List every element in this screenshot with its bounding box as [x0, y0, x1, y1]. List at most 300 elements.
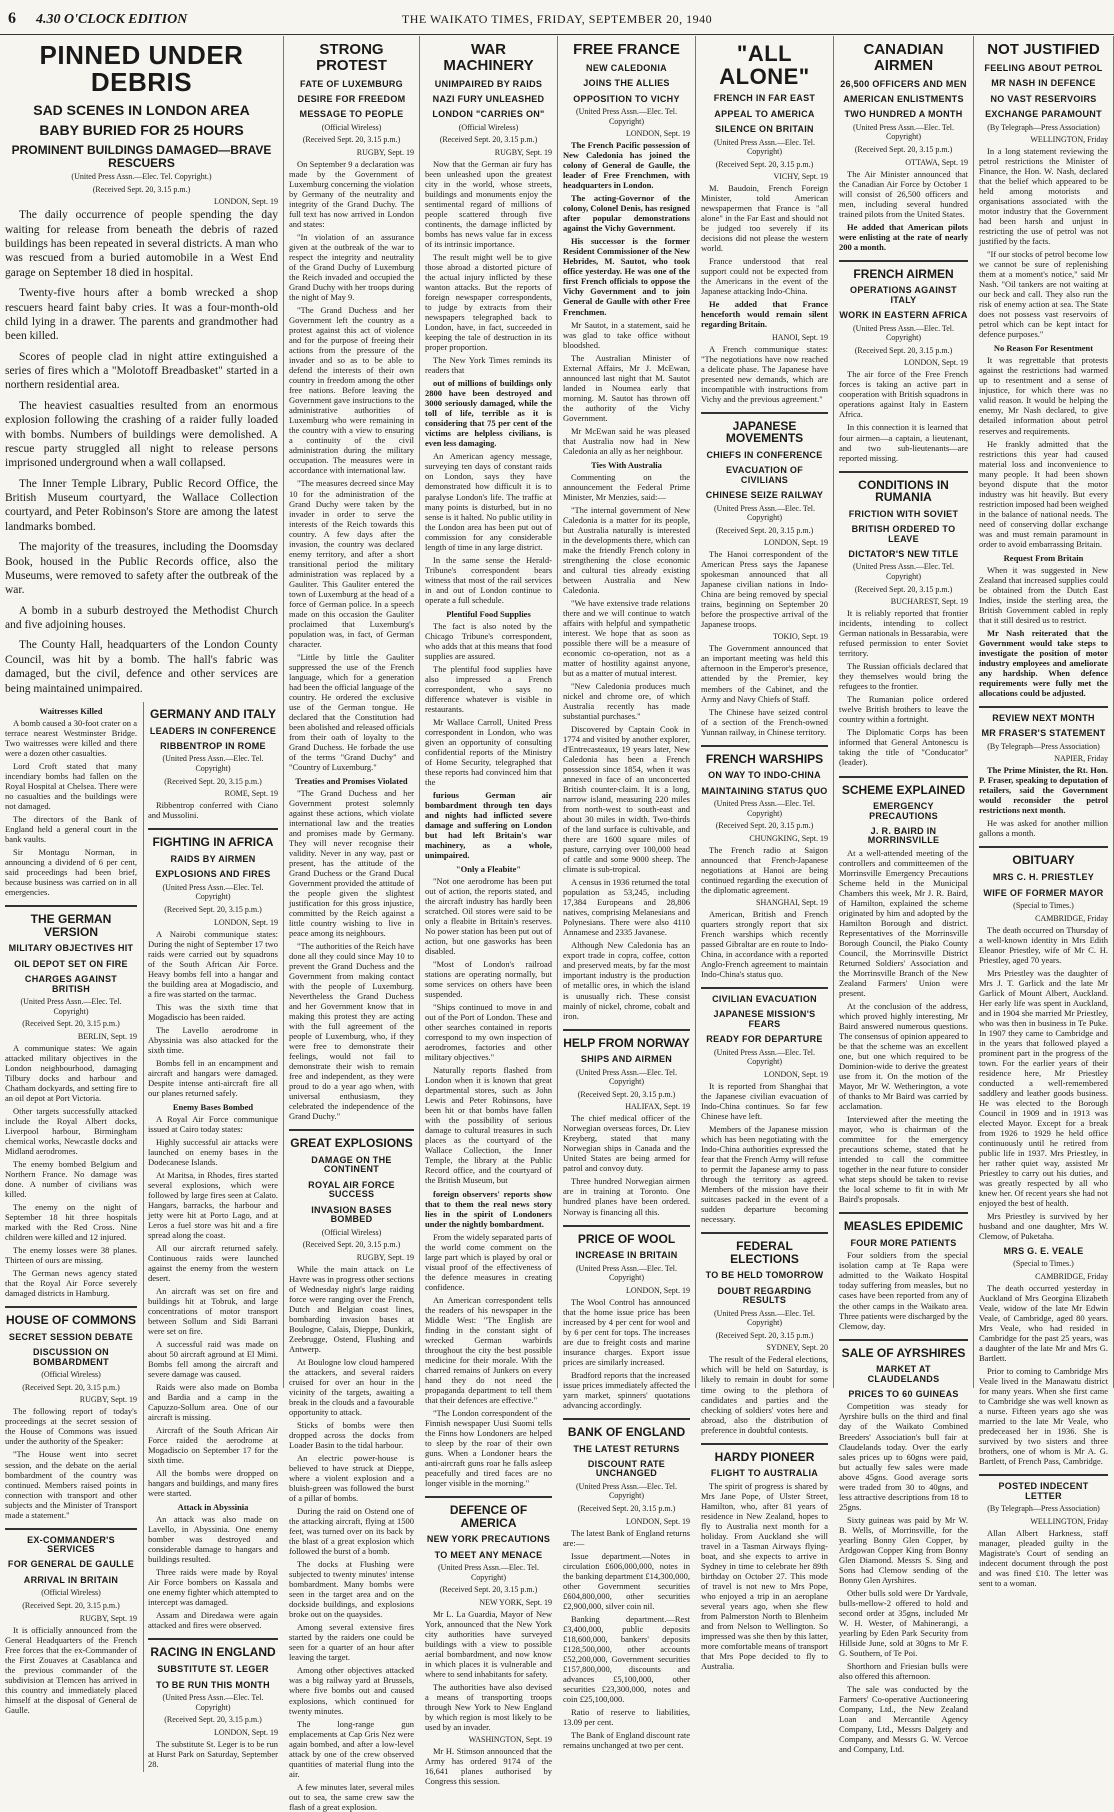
paragraph-bold: His successor is the former Resident Commissioner of the New Hebrides, M. Sautot, who took office yesterday. He was one of the first French officials to oppose the Vichy Government and to join General de Gaulle with other Free Frenchmen.	[563, 236, 690, 317]
paragraph: When it was suggested in New Zealand that increased supplies could be obtained from the Dutch East Indies, inside the sterling area, the British Government cabled in reply that it still desired us to restrict.	[979, 564, 1108, 625]
subheadline: APPEAL TO AMERICA	[714, 108, 815, 119]
paragraph: A few minutes later, several miles out to sea, the same crew saw the flash of a great explosion.	[289, 1781, 414, 1812]
subheadline: BABY BURIED FOR 25 HOURS	[39, 122, 244, 139]
paragraph: The sale was conducted by the Farmers' Co-operative Auctioneering Company, Ltd., the New Zealand Loan and Mercantile Agency Company, Ltd., Messrs Dalgety and Company, and Messrs G. W. Vercoe and Company, Ltd.	[839, 1683, 968, 1754]
dateline: NAPIER, Friday	[1054, 754, 1108, 764]
headline: STRONG PROTEST	[316, 41, 387, 74]
subheadline: LONDON "CARRIES ON"	[432, 109, 545, 120]
paragraph: An attack was also made on Lavello, in Abyssinia. One enemy bomber was destroyed and considerable damage to hangars and buildings resulted.	[147, 1514, 278, 1565]
headline: FEDERAL ELECTIONS	[730, 1239, 799, 1266]
received-line: (Received Sept. 20, 3.15 p.m.)	[854, 145, 953, 154]
paragraph: A Nairobi communique states: During the night of September 17 two raids were carried out by squadrons of the South African Air Force. Heavy bombs fell into a hangar and the building area at Mogadiscio, and a fire was started on the tarmac.	[147, 928, 278, 999]
subheadline: INCREASE IN BRITAIN	[575, 1250, 678, 1261]
paragraph: The plentiful food supplies have also impressed a French correspondent, who says no difference whatever is visible in restaurants.	[425, 663, 552, 714]
subheadline: NO VAST RESERVOIRS	[990, 93, 1097, 104]
subheadline: DOUBT REGARDING RESULTS	[717, 1285, 812, 1306]
paragraph: On September 9 a declaration was made by the Government of Luxemburg concerning the violation by Germany of the neutrality and integrity of the Grand Duchy. The full text has now arrived in London and states:	[289, 159, 414, 230]
subheadline: SILENCE ON BRITAIN	[715, 124, 814, 135]
paragraph: The Lavello aerodrome in Abyssinia was also attacked for the sixth time.	[147, 1024, 278, 1055]
subheadline: DISCOUNT RATE UNCHANGED	[587, 1458, 666, 1479]
paragraph: Naturally reports flashed from London when it is known that great departmental stores, such as John Lewis and Peter Robinsons, have been hit or that bombs have fallen with the possibility of serious damage to cultural treasures in such places as the courtyard of the Wallace Collection, the Inner Temple, the library at the Public Record office, and the courtyard of the British Museum, but	[425, 1065, 552, 1186]
subheadline: READY FOR DEPARTURE	[706, 1034, 823, 1045]
paragraph-bold: The Prime Minister, the Rt. Hon. P. Fraser, speaking to deputation of retailers, said the Government would reconsider the petrol restrictions next month.	[979, 765, 1108, 816]
paragraph: The enemy bombed Belgium and Northern France. No damage was done. A number of civilians was killed.	[5, 1159, 137, 1200]
subheadline: BRITISH ORDERED TO LEAVE	[851, 524, 956, 544]
paragraph: The substitute St. Leger is to be run at Hurst Park on Saturday, September 28.	[147, 1738, 278, 1769]
subheadline: CHIEFS IN CONFERENCE	[706, 449, 823, 460]
credit-line: (United Press Assn.—Elec. Tel. Copyright)	[437, 1563, 540, 1582]
page-number: 6	[8, 10, 16, 27]
paragraph: Other bulls sold were Dr Yardvale, bulls-mellow-2 offered to hold and second order at 35gns, included Mr W. H. Wester, of Mahinerangi, a yearling by Eden Park Security from Hillside June, sold at 30gns to Mr F. G. Southern, of Te Poi.	[839, 1587, 968, 1658]
paragraph: An aircraft was set on fire and buildings hit at Tobruk, and large concentrations of motor transport between Sollum and Sidi Barrani were set on fire.	[147, 1286, 278, 1337]
paragraph: The Bank of England discount rate remains unchanged at two per cent.	[563, 1729, 690, 1750]
dateline: LONDON, Sept. 19	[626, 1285, 690, 1295]
paragraph: "Ships continued to move in and out of the Port of London. These and other searches contained in reports correspond to my own inspection of aerodromes, factories and other military objectives."	[425, 1002, 552, 1063]
paragraph: Lord Croft stated that many incendiary bombs had fallen on the Royal Hospital at Chelsea. There were no casualties and the buildings were not damaged.	[5, 761, 137, 812]
paragraph: The enemy losses were 38 planes. Thirteen of ours are missing.	[5, 1245, 137, 1266]
paragraph: "The Grand Duchess and her Government left the country as a protest against this act of violence and for the purpose of freeing their actions from the pressure of the invader and so as to be able to defend the interests of their own country in freedom among the other free nations. Before leaving the Government gave instructions to the administrative authorities of Luxemburg who were remaining in the country with a view to ensuring a continuity of the civil administration during the military occupation. The measures were in accordance with international law.	[289, 305, 414, 476]
paragraph: Highly successful air attacks were launched on enemy bases in the Dodecanese Islands.	[147, 1136, 278, 1167]
subheadline: PROMINENT BUILDINGS DAMAGED—BRAVE RESCUERS	[11, 142, 272, 170]
paragraph: It is reliably reported that frontier incidents, intending to collect German nationals in Bessarabia, were refused permission to enter Soviet territory.	[839, 608, 968, 659]
received-line: (Received Sept. 20, 3.15 p.m.)	[854, 345, 953, 355]
received-line: (Received Sept. 20, 3.15 p.m.)	[22, 1382, 120, 1392]
paragraph: Sticks of bombs were then dropped across the docks from Loader Basin to the tidal harbour.	[289, 1420, 414, 1451]
paragraph: Ratio of reserve to liabilities, 13.09 per cent.	[563, 1706, 690, 1727]
paragraph-bold: He added that American pilots were enlisting at the rate of nearly 200 a month.	[839, 221, 968, 252]
credit-line: (Official Wireless)	[458, 122, 519, 132]
headline: MEASLES EPIDEMIC	[843, 1219, 964, 1234]
dateline: SYDNEY, Sept. 20	[766, 1343, 828, 1353]
subheadline: ON WAY TO INDO-CHINA	[708, 770, 821, 781]
newspaper-title: THE WAIKATO TIMES, FRIDAY, SEPTEMBER 20, 1940	[401, 12, 713, 26]
paragraph: "New Caledonia produces much nickel and chrome ore, of which Australia recently has made substantial purchases."	[563, 681, 690, 722]
dateline: TOKIO, Sept. 19	[773, 632, 828, 642]
paragraph: From the widely separated parts of the world come comment on the large part which is played by oral or visual proof of the effectiveness of the defence measures in creating confidence.	[425, 1231, 552, 1292]
paragraph: The daily occurrence of people spending the day waiting for release from beneath the debris of razed buildings has been repeated in several districts. A man who was rescued from a buried automobile in a West End garage on September 18 died in hospital.	[5, 209, 278, 279]
headline: DEFENCE OF AMERICA	[449, 1502, 528, 1530]
paragraph: The Air Minister announced that the Canadian Air Force by October 1 will consist of 26,500 officers and men, including several hundred trained pilots from the United States.	[839, 168, 968, 219]
paragraph: The spirit of progress is shared by Mrs Jane Pope, of Ulster Street, Hamilton, who, after 81 years of residence in New Zealand, hopes to fly to Australia next month for a holiday. From Auckland she will travel in a Tasman Airways flying-boat, and she expects to arrive in Sydney in time to celebrate her 89th birthday on October 27. This mode of travel is not new to Mrs Pope, who enjoyed a trip in an aeroplane several years ago, when she flew from Palmerston North to Blenheim and from Nelson to Wellington. So impressed was she then by this latter, more comfortable means of transport that Mrs Pope decided to fly to Australia.	[701, 1480, 828, 1671]
subheadline: JOINS THE ALLIES	[583, 78, 670, 89]
subheadline: EMERGENCY PRECAUTIONS	[869, 801, 938, 821]
paragraph: "The House went into secret session, and the debate on the aerial bombardment of the country was continued. Members raised points in connection with transport and other subjects and the Minister of Transport made a statement."	[5, 1449, 137, 1520]
subheadline: EVACUATION OF CIVILIANS	[725, 465, 804, 485]
paragraph: An American agency message, surveying ten days of constant raids on London, says they have demonstrated how difficult it is to paralyse London's life. The traffic at many points is disturbed, but in no sense is it halted. No public utility in the London area has been put out of commission for any considerable length of time in any large district.	[425, 451, 552, 552]
paragraph: "Most of London's railroad stations are operating normally, but some services on others have been suspended.	[425, 959, 552, 1000]
subheadline: MR FRASER'S STATEMENT	[981, 728, 1106, 739]
headline: NOT JUSTIFIED	[987, 41, 1100, 58]
paragraph: The Diplomatic Corps has been informed that General Antonescu is taking the title of "Conducator" (leader).	[839, 727, 968, 768]
paragraph: Three raids were made by Royal Air Force bombers on Kassala and one enemy fighter which attempted to intercept was damaged.	[147, 1567, 278, 1608]
dateline: RUGBY, Sept. 19	[79, 1395, 137, 1405]
paragraph: Now that the German air fury has been unleashed upon the greatest city in the world, whose streets, buildings and monuments enjoy the sentimental regard of millions of people scattered through five continents, the damage inflicted by bombs has news value far in excess of its intrinsic importance.	[425, 159, 552, 250]
received-line: (Received Sept. 20, 3.15 p.m.)	[439, 135, 538, 145]
credit-line: (United Press Assn.—Elec. Tel. Copyright)	[575, 1067, 678, 1087]
subheadline: SAD SCENES IN LONDON AREA	[33, 101, 250, 118]
section-subhead: Ties With Australia	[591, 459, 662, 470]
paragraph: "Not one aerodrome has been put out of action, the reports stated, and the aircraft industry has hardly been scratched. Oil stores were said to be only a fleabite in Britain's reserves. No power station has been put out of action, but one gasworks has been disabled.	[425, 876, 552, 957]
headline: FIGHTING IN AFRICA	[152, 835, 274, 850]
received-line: (Received Sept. 20, 3.15 p.m.)	[854, 584, 953, 594]
paragraph: The death occurred yesterday in Auckland of Mrs Georgina Elizabeth Veale, widow of the late Mr Edwin Veale, of Cambridge, aged 80 years. Mrs Veale, who had resided in Cambridge for the past 25 years, was a daughter of the late Mr and Mrs G. Bartlett.	[979, 1283, 1108, 1364]
section-subhead: Enemy Bases Bombed	[172, 1101, 254, 1112]
credit-line: (United Press Assn.—Elec. Tel. Copyright)	[20, 997, 122, 1016]
subheadline: MARKET AT CLAUDELANDS	[867, 1364, 940, 1384]
section-subhead: Request From Britain	[1003, 552, 1084, 563]
dateline: BERLIN, Sept. 19	[77, 1031, 137, 1041]
paragraph: The Chinese have seized control of a section of the French-owned Yunnan railway, in Chinese territory.	[701, 706, 828, 737]
column-4	[558, 36, 696, 1750]
paragraph: The enemy on the night of September 18 hit three hospitals marked with the Red Cross. Nine children were killed and 12 injured.	[5, 1202, 137, 1243]
headline: SCHEME EXPLAINED	[841, 782, 966, 797]
subheadline: FRENCH IN FAR EAST	[713, 93, 816, 104]
paragraph: In a long statement reviewing the petrol restrictions the Minister of Finance, the Hon. W. Nash, declared that the belief which appeared to be held among motorists and organisations associated with the motor industry that the Government had been harsh and unjust in restricting the use of petrol was not justified by the facts.	[979, 146, 1108, 247]
subheadline: SUBSTITUTE ST. LEGER	[157, 1664, 269, 1675]
subheadline: SECRET SESSION DEBATE	[8, 1331, 134, 1342]
paragraph: Prior to coming to Cambridge Mrs Veale lived in the Manawatu district for many years. When she first came to Cambridge she was well known as a nurse. Fifteen years ago she was married to the late Mr Veale, who predeceased her in 1936. She is survived by two sisters and three brothers, one of whom is Mr A. G. Bartlett, of French Pass, Cambridge.	[979, 1366, 1108, 1467]
headline: GREAT EXPLOSIONS	[290, 1136, 413, 1151]
paragraph: While the main attack on Le Havre was in progress other sections of Wednesday night's large raiding force were ranging over the French, Dutch and Belgian coast lines, bombarding invasion bases at Boulogne, Calais, Dieppe, Dunkirk, Zeebrugge, Ostend, Flushing and Antwerp.	[289, 1263, 414, 1354]
headline: GERMANY AND ITALY	[149, 706, 276, 721]
paragraph: The Russian officials declared that they themselves would bring the refugees to the frontier.	[839, 661, 968, 692]
paragraph: "The authorities of the Reich have done all they could since May 10 to prevent the Grand Duchess and the Government from making contact with the people of Luxemburg. Nevertheless the Grand Duchess and her Government know that in making this protest they are acting with the full agreement of the people of Luxemburg, who, if they were free to demonstrate their feelings, would not fail to demonstrate their wish to remain free and independent, as they were proud to do a year ago when, with universal enthusiasm, they celebrated the independence of the Grand Duchy."	[289, 941, 414, 1122]
section-subhead: Treaties and Promises Violated	[295, 775, 408, 786]
paragraph: The German news agency stated that the Royal Air Force severely damaged districts in Hamburg.	[5, 1268, 137, 1299]
paragraph: The Australian Minister of External Affairs, Mr J. McEwan, announced last night that M. Sautot landed in Noumea early that morning. M. Sautot has thrown off the authority of the Vichy Government.	[563, 352, 690, 423]
paragraph: All the bombs were dropped on hangars and buildings, and many fires were started.	[147, 1468, 278, 1499]
paragraph: "Little by little the Gauliter suppressed the use of the French language, which for a generation had been the official language of the country. He ordered the exclusive use of the German tongue. He declared that the Constitution had been abolished and released officials from their oath of loyalty to the Grand Duchess. He forbade the use of the terms "Grand Duchy" and "Country of Luxemburg."	[289, 651, 414, 772]
section-subhead: No Reason For Resentment	[993, 343, 1094, 354]
paragraph: The directors of the Bank of England held a general court in the bank vaults.	[5, 814, 137, 845]
subheadline: FOUR MORE PATIENTS	[850, 1237, 957, 1248]
credit-line: (United Press Assn.—Elec. Tel. Copyright)	[713, 1308, 816, 1328]
paragraph-bold: out of millions of buildings only 2800 have been destroyed and 3000 seriously damaged, while the toll of life, terrible as it is considering that 75 per cent of the victims are helpless civilians, is even less damaging.	[425, 378, 552, 449]
credit-line: (By Telegraph—Press Association)	[987, 1504, 1100, 1514]
section-subhead: Attack in Abyssinia	[177, 1502, 249, 1513]
dateline: WASHINGTON, Sept. 19	[468, 1734, 552, 1744]
dateline: ROME, Sept. 19	[224, 789, 278, 799]
paragraph: The French radio at Saigon announced that French-Japanese negotiations at Hanoi are being continued regarding the execution of the diplomatic agreement.	[701, 844, 828, 895]
credit-line: (By Telegraph—Press Association)	[987, 741, 1100, 751]
dateline: CAMBRIDGE, Friday	[1035, 1272, 1108, 1282]
paragraph: Although New Caledonia has an export trade in copra, coffee, cotton and preserved meats, by far the most important industry is the production of metallic ores, in which the island is unusually rich. These consist mainly of nickel, chrome, cobalt and iron.	[563, 940, 690, 1021]
paragraph: A French communique states: "The negotiations have now reached a delicate phase. The Japanese have presented new demands, which are incompatible with instructions from Vichy and the previous agreement."	[701, 343, 828, 404]
headline: FRENCH WARSHIPS	[705, 751, 824, 766]
paragraph: Commenting on the announcement the Federal Prime Minister, Mr Menzies, said:—	[563, 471, 690, 502]
dateline: RUGBY, Sept. 19	[79, 1613, 137, 1623]
paragraph: Issue department.—Notes in circulation £606,000,000, notes in the banking department £14,300,000, other Government securities £604,800,000, other securities £2,900,000, silver coin nil.	[563, 1550, 691, 1611]
dateline: LONDON, Sept. 19	[626, 129, 690, 139]
subheadline: NEW CALEDONIA	[586, 62, 667, 73]
paragraph: All our aircraft returned safely. Continuous raids were launched against the enemy from the western desert.	[147, 1242, 278, 1283]
paragraph: The Rumanian police ordered twelve British brothers to leave the country within a fortnight.	[839, 694, 968, 725]
paragraph: "The Grand Duchess and her Government protest solemnly against these actions, which violate international law and the treaties and promises made by Germany. They will never recognise their validity. Never in any way, past or present, has the attitude of the Grand Duchess or the Grand Ducal Government provided the attitude of the people given the slightest justification for this gross injustice, committed by the Reich against a little country wishing to live in peace among its neighbours.	[289, 787, 414, 939]
dateline: VICHY, Sept. 19	[773, 172, 828, 182]
paragraph: Competition was steady for Ayrshire bulls on the third and final day of the Waikato Combined Breeders' Association's bull fair at Claudelands today. Over the early sales prices up to 60gns were paid, but actually few sales were made above 45gns. Good average sorts were traded from 30 to 40gns, and less attractive descriptions from 18 to 25gns.	[839, 1401, 968, 1512]
headline: HARDY PIONEER	[714, 1449, 815, 1464]
credit-line: (United Press Assn.—Elec. Tel. Copyright)	[575, 1481, 678, 1501]
paragraph: Banking department.—Rest £3,400,000, public deposits £18,600,000, bankers' deposits £128,500,000, other accounts £52,200,000, Government securities £157,800,000, discounts and advances £5,100,000, other securities £23,300,000, notes and coin £25,100,000.	[563, 1613, 690, 1704]
paragraph: A bomb in a suburb destroyed the Methodist Church and five adjoining houses.	[5, 604, 278, 632]
paragraph: "If our stocks of petrol become low we cannot be sure of replenishing them at a moment's notice," said Mr Nash. "Oil tankers are not waiting at our beck and call. They also run the risk of enemy action at sea. The State does not possess vast reservoirs of petrol which can be kept intact for defence purposes."	[979, 249, 1108, 340]
paragraph: Bombs fell in an encampment and aircraft and hangars were damaged. Despite intense anti-aircraft fire all our planes returned safely.	[147, 1057, 278, 1098]
credit-line: (United Press Assn.—Elec. Tel. Copyright)	[162, 882, 264, 902]
column-2	[284, 36, 420, 1812]
paragraph: It was regrettable that protests against the restrictions had warmed up to resentment and a sense of injustice, for which there was no valid reason. It would be helping the enemy, Mr Nash declared, to give detailed information about petrol reserves and requirements.	[979, 355, 1108, 436]
paragraph: Raids were also made on Bomba and Bardia and a camp in the Capuzzo-Sollum area. One of our aircraft is missing.	[147, 1382, 278, 1423]
paragraph: The Government announced that an important meeting was held this afternoon in the Emperor's presence, attended by the Premier, key members of the Cabinet, and the Army and Navy Chiefs of Staff.	[701, 643, 828, 704]
received-line: (Received Sept. 20, 3.15 p.m.)	[439, 1585, 538, 1595]
credit-line: (United Press Assn.—Elec. Tel. Copyright)	[713, 799, 816, 818]
paragraph: A Royal Air Force communique issued at Cairo today states:	[147, 1113, 278, 1134]
dateline: LONDON, Sept. 19	[214, 197, 278, 207]
paragraph: Mr L. La Guardia, Mayor of New York, announced that the New York city authorities have surveyed buildings with a view to possible aerial bombardment, and now know in which places it is vulnerable and where to send inhabitants for safety.	[425, 1608, 552, 1679]
paragraph: At Boulogne low cloud hampered the attackers, and several raiders cruised for over an hour in the vicinity of the targets, awaiting a break in the clouds and a favourable opportunity to attack.	[289, 1357, 414, 1418]
headline: CANADIAN AIRMEN	[863, 41, 944, 74]
paragraph-bold: The acting-Governor of the colony, Colonel Denis, has resigned after popular demonstrations against the Vichy Government.	[563, 193, 690, 234]
subheadline: CHINESE SEIZE RAILWAY	[705, 490, 824, 501]
headline: HELP FROM NORWAY	[563, 1035, 690, 1050]
received-line: (Received Sept. 20, 3.15 p.m.)	[715, 525, 814, 535]
dateline: RUGBY, Sept. 19	[356, 148, 414, 157]
subheadline: EXPLOSIONS AND FIRES	[155, 869, 271, 880]
paragraph: Aircraft of the South African Air Force raided the aerodrome at Mogadiscio on September 17 for the sixth time.	[147, 1425, 278, 1466]
subheadline: FEELING ABOUT PETROL	[984, 62, 1103, 73]
paragraph: He was asked for another million gallons a month.	[979, 818, 1108, 839]
paragraph: The County Hall, headquarters of the London County Council, was hit by a bomb. The hall's fabric was damaged, but the civil, defence and other services are being maintained unimpaired.	[5, 639, 278, 695]
headline: CONDITIONS IN RUMANIA	[858, 477, 949, 505]
headline: REVIEW NEXT MONTH	[992, 712, 1095, 723]
paragraph: The docks at Flushing were subjected to twenty minutes' intense bombardment. Many bombs were seen in the target area and on the dockside buildings, and explosions broke out on the quaysides.	[289, 1559, 414, 1620]
edition-label: 4.30 O'CLOCK EDITION	[36, 12, 188, 27]
subheadline: FATE OF LUXEMBURG	[300, 78, 403, 89]
subheadline: ARRIVAL IN BRITAIN	[23, 1574, 119, 1585]
paragraph: Discovered by Captain Cook in 1774 and visited by another explorer, d'Entrecasteaux, 19 years later, New Caledonia has been a French possession since 1854, when it was annexed in face of an unconcerted British counter-claim. It is a long, narrow island, measuring 220 miles from north-west to south-east and about 30 miles in width. Two-thirds of the land surface is cultivable, and there are 1600 square miles of pasture, carrying over 100,000 head of cattle and some 9000 sheep. The climate is sub-tropical.	[563, 724, 690, 875]
credit-line: (United Press Assn.—Elec. Tel. Copyright)	[162, 754, 264, 774]
credit-line: (United Press Assn.—Elec. Tel. Copyright)	[852, 562, 955, 582]
paragraph: Three hundred Norwegian airmen are in training at Toronto. One hundred planes have been ordered. Norway is financing all this.	[563, 1176, 690, 1217]
paragraph: "We have extensive trade relations there and we will continue to watch affairs with helpful and sympathetic interest. We hope that as soon as possible there will be a measure of economic co-operation, not as a matter of hostility against anyone, but as a matter of mutual interest.	[563, 597, 690, 679]
received-line: (Received Sept. 20, 3.15 p.m.)	[577, 1089, 676, 1099]
received-line: (Received Sept. 20, 3.15 p.m.)	[302, 135, 401, 145]
subheadline: TO MEET ANY MENACE	[434, 1549, 543, 1560]
credit-line: (Official Wireless)	[321, 1227, 382, 1237]
received-line: (Received Sept. 20, 3.15 p.m.)	[715, 159, 814, 169]
paragraph: The Wool Control has announced that the home issue price has been increased by 4 per cent for wool and by 6 per cent for tops. The increases are due to freight costs and marine insurance charges. Export issue prices are similarly increased.	[563, 1296, 690, 1367]
subheadline: UNIMPAIRED BY RAIDS	[434, 78, 543, 89]
subheadline: MAINTAINING STATUS QUO	[701, 785, 828, 796]
dateline: CAMBRIDGE, Friday	[1035, 913, 1108, 923]
paragraph: A successful raid was made on about 50 aircraft aground at El Mimi. Bombs fell among the aircraft and severe damage was caused.	[147, 1339, 278, 1380]
credit-line: (United Press Assn.—Elec. Tel. Copyright)	[713, 137, 816, 157]
paragraph: In this connection it is learned that four airmen—a captain, a lieutenant, and two sub-lieutenants—are reported missing.	[839, 422, 968, 463]
paragraph: The New York Times reminds its readers that	[425, 355, 552, 376]
subheadline: DICTATOR'S NEW TITLE	[848, 549, 959, 560]
dateline: WELLINGTON, Friday	[1030, 135, 1108, 145]
paragraph: Among other objectives attacked was a big railway yard at Brussels, where five bombs out and caused explosions, which continued for twenty minutes.	[289, 1665, 414, 1716]
dateline: SHANGHAI, Sept. 19	[756, 897, 828, 907]
paragraph-bold: furious German air bombardment through ten days and nights had inflicted severe damage and suffering on London but had left Britain's war machinery, as a whole, unimpaired.	[425, 789, 552, 861]
received-line: (Received Sept. 20, 3.15 p.m.)	[22, 1019, 120, 1029]
paragraph: Mr Wallace Carroll, United Press correspondent in London, who was given an opportunity of consulting confidential reports of the Ministry of Home Security, telegraphed that these reports had convinced him that the	[425, 716, 552, 787]
dateline: LONDON, Sept. 19	[764, 1069, 828, 1079]
subheadline: THE LATEST RETURNS	[573, 1443, 680, 1454]
paragraph: A communique states: We again attacked military objectives in the London neighbourhood, damaging Tilbury docks and harbour and Chatham dockyards, and setting fire to an oil depot at Port Victoria.	[5, 1042, 137, 1104]
paragraph: Interviewed after the meeting the mayor, who is chairman of the committee for the emergency precautions scheme, stated that he intended to call the committee together in the near future to consider what steps should be taken to revise the local scheme to fit in with Mr Baird's proposals.	[839, 1114, 968, 1205]
dateline: WELLINGTON, Friday	[1030, 1516, 1108, 1526]
subheadline: MRS G. E. VEALE	[1003, 1246, 1084, 1257]
paragraph: The air force of the Free French forces is taking an active part in cooperation with British squadrons in operations against Italy in Eastern Africa.	[839, 369, 968, 420]
received-line: (Received Sept. 20, 3.15 p.m.)	[302, 1240, 401, 1250]
dateline: CHUNGKING, Sept. 19	[749, 833, 828, 843]
subheadline: TWO HUNDRED A MONTH	[844, 109, 963, 120]
paragraph: Other targets successfully attacked include the Royal Albert docks, Liverpool harbour, Birmingham chemical works, Newcastle docks and Midland aerodromes.	[5, 1106, 137, 1157]
headline: OBITUARY	[1012, 853, 1075, 868]
column-3	[420, 36, 558, 1787]
headline: RACING IN ENGLAND	[150, 1645, 276, 1660]
received-line: (Received Sept. 20, 3.15 p.m.)	[577, 1504, 676, 1513]
paragraph: The chief medical officer of the Norwegian overseas forces, Dr. Liev Kreyberg, stated that many Norwegian ships in Canada and the United States are being armed for patrol and convoy duty.	[563, 1113, 690, 1174]
paragraph: Mrs Priestley is survived by her husband and one daughter, Mrs W. Clemow, of Puketaha.	[979, 1210, 1108, 1241]
paragraph: The Hanoi correspondent of the American Press says the Japanese spokesman announced that all Japanese civilian nations in Indo-China are being removed by special trains, beginning on September 20 before the prospective arrival of the Japanese troops.	[701, 549, 828, 630]
subheadline: LEADERS IN CONFERENCE	[149, 725, 277, 736]
subheadline: DAMAGE ON THE CONTINENT	[311, 1155, 392, 1175]
paragraph: The Inner Temple Library, Public Record Office, the British Museum courtyard, the Wallace Collection courtyard, and Peter Robinson's Store are among the latest landmarks bombed.	[5, 477, 278, 533]
paragraph-bold: Mr Nash reiterated that the Government would take steps to investigate the position of motor industry employees and ameliorate any hardship. When defence requirements were fully met the allocations could be adjusted.	[979, 627, 1108, 698]
subheadline: FLIGHT TO AUSTRALIA	[710, 1468, 819, 1479]
dateline: LONDON, Sept. 19	[214, 917, 278, 927]
dateline: RUGBY, Sept. 19	[356, 1252, 414, 1262]
paragraph: Shorthorn and Friesian bulls were also offered this afternoon.	[839, 1660, 968, 1681]
received-line: (Received Sept. 20, 3.15 p.m.)	[92, 184, 191, 194]
paragraph: Among several extensive fires started by the raiders one could be seen for a quarter of an hour after leaving the target.	[289, 1622, 414, 1663]
paragraph: Mrs Priestley was the daughter of Mrs J. T. Garlick and the late Mr Garlick of Mount Albert, Auckland. Her early life was spent in Auckland, and in 1904 she married Mr Priestley, who was then in business in Te Puke. In 1907 they came to Cambridge and in the years that followed played a prominent part in the progress of the town. For the earlier years of their residence here, Mr Priestley conducted a well-remembered saddlery and leather goods business. He was elected to the Borough Council in 1909 and in 1913 was elected Mayor. Except for a break from 1926 to 1929 he held office continuously until he retired from public life in 1937. Mrs Priestley, in her rather quiet way, assisted Mr Priestley to carry out his duties, and was greatly respected by all who knew her. Of recent years she had not enjoyed the best of health.	[979, 967, 1108, 1208]
paragraph: He frankly admitted that the restrictions this year had caused material loss and inconvenience to many people. It had been shown beyond dispute that the motor industry was hit heavily. But every restriction imposed had been weighed in the balance of national needs. The need of conserving dollar exchange was and must remain paramount in order to avoid embarrassing Britain.	[979, 438, 1108, 549]
paragraph: Mr McEwan said he was pleased that Australia now had in New Caledonia an ally as her neighbour.	[563, 425, 690, 456]
paragraph: The authorities have also devised a means of transporting troops through New York to New England by which region is most likely to be used by an invader.	[425, 1681, 552, 1732]
paragraph: At the conclusion of the address, which proved highly interesting, Mr Baird answered numerous questions. The consensus of opinion appeared to be that the scheme was an excellent one, but one which required to be Dominion-wide to derive the greatest use from it. On the motion of the Mayor, Mr W. Wetherington, a vote of thanks to Mr Baird was carried by acclamation.	[839, 1001, 968, 1112]
received-line: (Received Sept. 20, 3.15 p.m.)	[22, 1600, 120, 1610]
paragraph: "The internal government of New Caledonia is a matter for its people, but Australia naturally is interested in the developments there, which can make the friendly French colony in strengthening the close economic and cultural ties already existing between Australia and New Caledonia.	[563, 504, 690, 595]
paragraph: Members of the Japanese mission which has been negotiating with the Indo-China authorities expressed the fear that the French Army will refuse to permit the Japanese army to pass through the territory as agreed. Members of the mission have their suitcases packed in the event of a sudden departure becoming necessary.	[701, 1124, 828, 1225]
paragraph: The result of the Federal elections, which will be held on Saturday, is likely to remain in doubt for some time owing to the plethora of candidates and parties and the checking of soldiers' votes here and abroad, also the distribution of preference in doubtful contests.	[701, 1354, 828, 1435]
headline: FRENCH AIRMEN	[853, 266, 954, 281]
headline: CIVILIAN EVACUATION	[712, 994, 817, 1005]
credit-line: (Official Wireless)	[41, 1370, 101, 1380]
paragraph: The long-range gun emplacements at Cap Gris Nez were again bombed, and after a low-level attack by one of the crew observed quantities of material flung into the air.	[289, 1718, 414, 1779]
subheadline: RAIDS BY AIRMEN	[170, 853, 256, 864]
subheadline: MR NASH IN DEFENCE	[991, 78, 1096, 89]
paragraph: This was the sixth time that Mogadiscio has been raided.	[147, 1001, 278, 1022]
credit-line: (Official Wireless)	[321, 122, 382, 132]
headline: "ALL ALONE"	[719, 41, 810, 90]
received-line: (Received Sept. 20, 3.15 p.m.)	[164, 776, 262, 786]
paragraph: An American correspondent tells the readers of his newspaper in the Middle West: "The English are finding in the constant sight of wrecked German warbirds throughout the city the best possible medicine for their morale. With the charred remains of Junkers on every hand they do not need the propaganda department to tell them that their defences are effective."	[425, 1294, 552, 1405]
headline: THE GERMAN VERSION	[30, 912, 112, 939]
column-7	[974, 36, 1114, 1588]
section-subhead: Plentiful Food Supplies	[446, 608, 531, 619]
paragraph: The death occurred on Thursday of a well-known identity in Mrs Edith Eleanor Priestley, wife of Mr C. H. Priestley, aged 70 years.	[979, 924, 1108, 965]
paragraph: At a well-attended meeting of the controllers and committeemen of the Morrinsville Emergency Precautions Scheme held in the Municipal Chambers this week, Mr J. R. Baird, of Hamilton, explained the scheme originated by him and adopted by the Hamilton Borough and district. Representatives of the Morrinsville Borough Council, the Piako County Council, the Morrinsville District Returned Soldiers' Association and the Morrinsville Branch of the New Zealand Farmers' Union were present.	[839, 847, 968, 999]
paragraph: "The London correspondent of the Finnish newspaper Uusi Suomi tells the Finns how Londoners are helped to sleep by the roar of their own guns. When a Londoner hears the anti-aircraft guns roar he falls asleep peacefully and tired faces are no longer visible in the morning."	[425, 1407, 552, 1488]
received-line: (Received Sept. 20, 3.15 p.m.)	[164, 904, 262, 914]
subheadline: DESIRE FOR FREEDOM	[297, 93, 406, 104]
subheadline: EXCHANGE PARAMOUNT	[985, 109, 1102, 120]
credit-line: (Special to Times.)	[1013, 900, 1074, 910]
received-line: (Received Sept. 20, 3.15 p.m.)	[164, 1715, 262, 1725]
paragraph: An electric power-house is believed to have struck at Dieppe, where a violent explosion and a bluish-green was followed the burst of a pillar of bombs.	[289, 1453, 414, 1504]
subheadline: DISCUSSION ON BOMBARDMENT	[33, 1347, 109, 1367]
paragraph: A census in 1936 returned the total population as 53,245, including 17,384 Europeans and 28,806 natives, comprising Melanesians and Polynesians. There were also 4110 Annamese and 2335 Javanese.	[563, 877, 690, 938]
dateline: LONDON, Sept. 19	[214, 1727, 278, 1737]
subheadline: 26,500 OFFICERS AND MEN	[840, 78, 967, 89]
subheadline: CHARGES AGAINST BRITISH	[24, 974, 118, 994]
subheadline: FRICTION WITH SOVIET	[848, 508, 959, 519]
dateline: HALIFAX, Sept. 19	[625, 1102, 690, 1112]
paragraph: Four soldiers from the special isolation camp at Te Rapa were admitted to the Waikato Hospital today suffering from measles, but no cases have been reported from any of the other camps in the Waikato area. Three patients were discharged by the Clemow, day.	[839, 1250, 968, 1331]
headline: PINNED UNDER DEBRIS	[39, 40, 244, 98]
paragraph: Ribbentrop conferred with Ciano and Mussolini.	[147, 800, 278, 821]
paragraph: Mr Sautot, in a statement, said he was glad to take office without bloodshed.	[563, 319, 690, 350]
dateline: RUGBY, Sept. 19	[494, 148, 552, 157]
subheadline: WORK IN EASTERN AFRICA	[839, 310, 968, 321]
paragraph: Allan Albert Harkness, staff manager, pleaded guilty in the Magistrate's Court of sending an indecent document through the post and was fined £10. The letter was sent to a woman.	[979, 1527, 1108, 1588]
paragraph: M. Baudoin, French Foreign Minister, told American newspapermen that France is "all alone" in the Far East and should not be judged too severely if its decisions did not please the western world.	[701, 183, 828, 254]
headline: WAR MACHINERY	[443, 41, 534, 74]
paragraph: In the same sense the Herald-Tribune's correspondent bears witness that most of the rail services in and out of London continue to operate a full schedule.	[425, 554, 552, 605]
credit-line: (United Press Assn.—Elec. Tel. Copyright.)	[71, 172, 212, 182]
paragraph: At Maritsa, in Rhodes, fires started several explosions, which were followed by large fires seen at Calato. Hangars, barracks, the harbour and jetty were hit at Porto Lago, and at Leros a fuel store was hit and a fire spread along the coast.	[147, 1169, 278, 1240]
paragraph: Assam and Diredawa were again attacked and fires were observed.	[147, 1610, 278, 1631]
credit-line: (United Press Assn.—Elec. Tel. Copyright)	[713, 503, 816, 523]
headline: FREE FRANCE	[573, 41, 680, 58]
dateline: LONDON, Sept. 19	[904, 358, 968, 368]
column-6	[834, 36, 974, 1754]
paragraph: Mr H. Stimson announced that the Army has ordered 9174 of the 16,641 planes authorised by Congress this session.	[425, 1745, 552, 1787]
paragraph: Sixty guineas was paid by Mr W. B. Wells, of Morrinsville, for the yearling Bonny Glen Copper, by Ardgowan Copper King from Bonny Glen Diamond. Messrs S. Sing and Sons had Clemow sending of the Bonny Glen Ayrshires.	[839, 1514, 968, 1585]
headline: HOUSE OF COMMONS	[5, 1313, 136, 1328]
subheadline: MRS C. H. PRIESTLEY	[992, 872, 1095, 883]
subheadline: PRICES TO 60 GUINEAS	[848, 1389, 959, 1400]
subheadline: MESSAGE TO PEOPLE	[299, 109, 404, 120]
paragraph: Bradford reports that the increased issue prices immediately affected the yarn market, spinners' quotations advancing accordingly.	[563, 1369, 690, 1410]
section-subhead: Waitresses Killed	[39, 705, 103, 716]
subheadline: ROYAL AIR FORCE SUCCESS	[308, 1179, 395, 1200]
paragraph: It is reported from Shanghai that the Japanese civilian evacuation of Indo-China continues. So far few Chinese have left.	[701, 1080, 828, 1121]
dateline: OTTAWA, Sept. 19	[905, 157, 968, 167]
paragraph: American, British and French quarters strongly report that six French warships which recently passed Gibraltar are en route to Indo-China, in accordance with a reported Anglo-French agreement to maintain Indo-China's status quo.	[701, 908, 828, 979]
subheadline: TO BE RUN THIS MONTH	[156, 1679, 270, 1690]
paragraph: The majority of the treasures, including the Doomsday Book, housed in the Public Records office, also the Museums, were removed to safety after the outbreak of the war.	[5, 541, 278, 597]
credit-line: (Official Wireless)	[41, 1588, 101, 1598]
credit-line: (United Press Assn.—Elec. Tel. Copyright)	[575, 1263, 678, 1283]
headline: SALE OF AYRSHIRES	[841, 1345, 966, 1360]
subheadline: SHIPS AND AIRMEN	[580, 1054, 673, 1065]
dateline: HANOI, Sept. 19	[772, 332, 828, 342]
credit-line: (United Press Assn.—Elec. Tel. Copyright)	[575, 107, 678, 126]
subheadline: OPPOSITION TO VICHY	[573, 93, 680, 104]
subheadline: MILITARY OBJECTIVES HIT	[8, 943, 134, 954]
subheadline: INVASION BASES BOMBED	[311, 1204, 392, 1225]
subheadline: J. R. BAIRD IN MORRINSVILLE	[867, 825, 940, 846]
credit-line: (By Telegraph—Press Association)	[987, 122, 1100, 132]
paragraph: The heaviest casualties resulted from an enormous explosion following the crashing of a raider fully loaded with bombs. Numbers of buildings were demolished. A rescue party struggled all night to release persons imprisoned underground when a wall collapsed.	[5, 399, 278, 470]
subheadline: WIFE OF FORMER MAYOR	[983, 887, 1104, 898]
paragraph: It is officially announced from the General Headquarters of the French Free forces that the ex-Commander of the First Zouaves at Casablanca and the previous commander of the subdivision at Tlemcen has arrived in this country and immediately placed himself at the disposal of General de Gaulle.	[5, 1624, 137, 1715]
paragraph: Sir Montagu Norman, in announcing a dividend of 6 per cent, said proceedings had been brief, because business was carried on in all emergencies.	[5, 847, 137, 898]
headline: EX-COMMANDER'S SERVICES	[27, 1534, 115, 1555]
